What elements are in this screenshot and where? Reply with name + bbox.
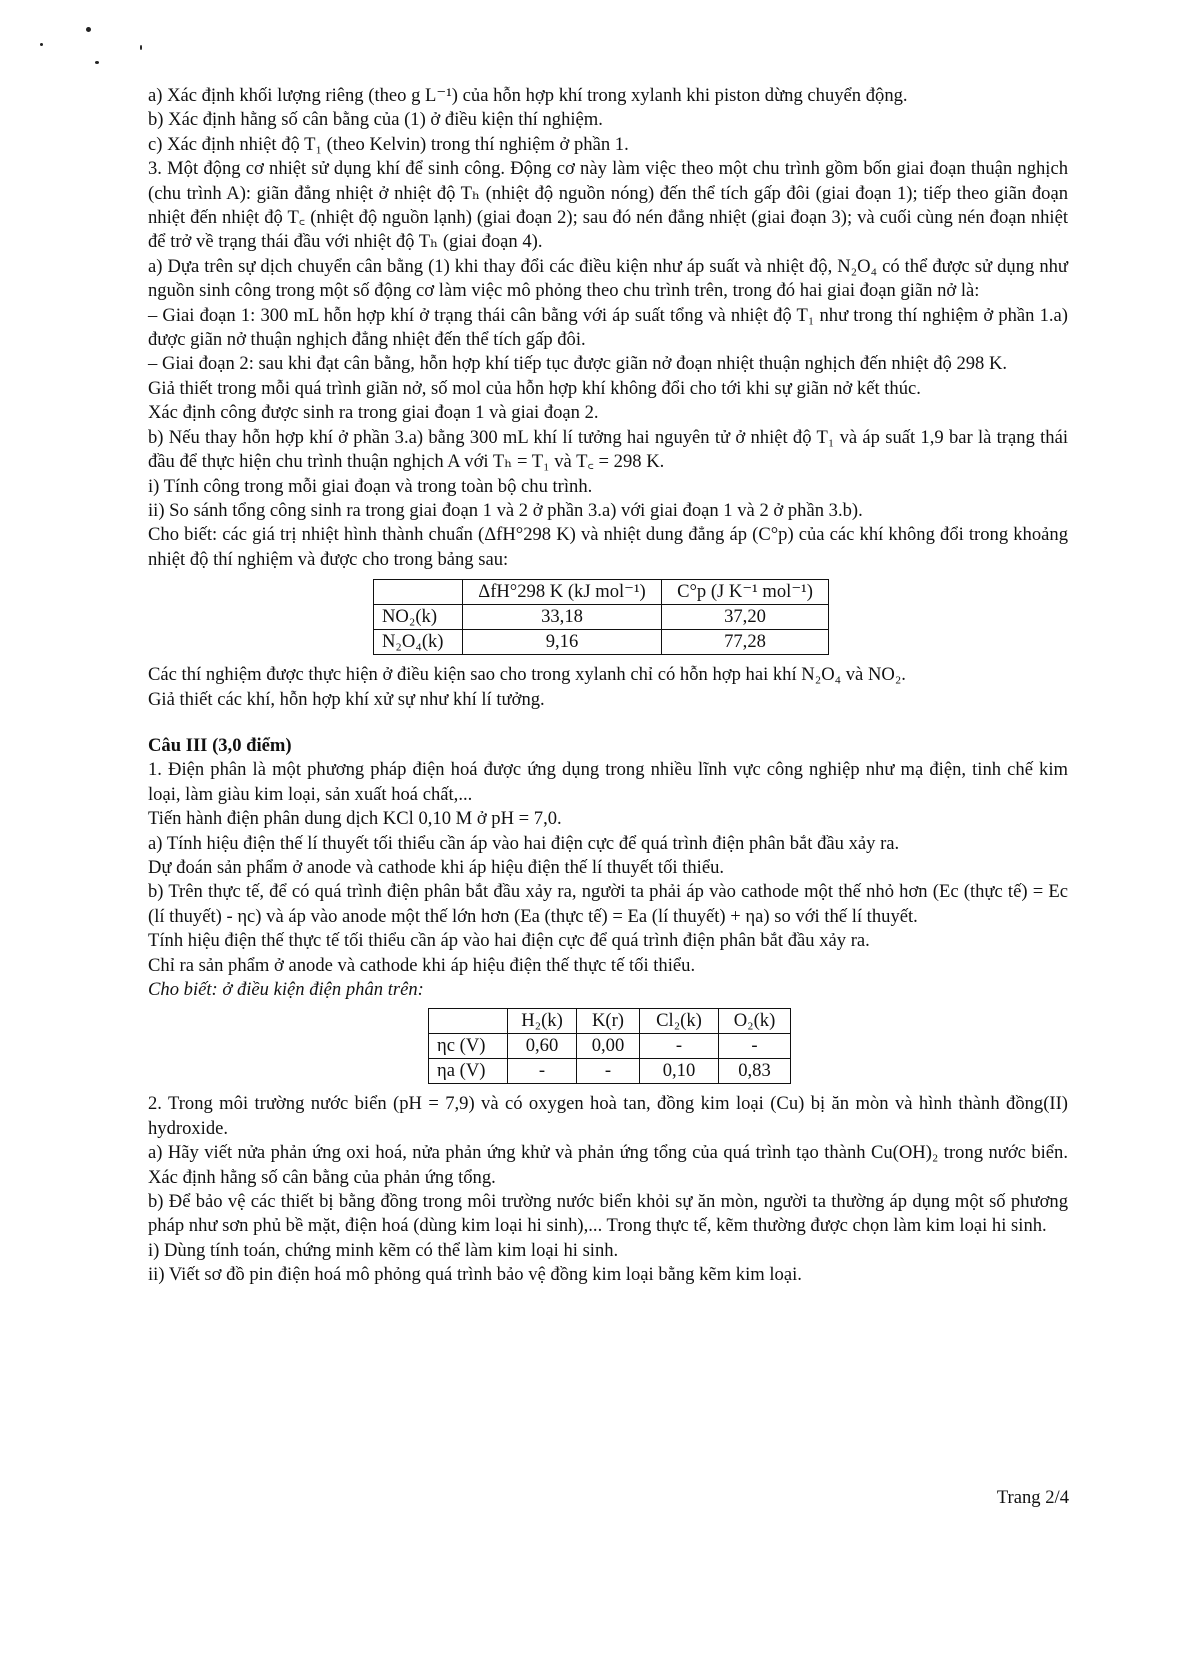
table-cell: 0,83	[719, 1059, 791, 1084]
question-2a: a) Xác định khối lượng riêng (theo g L⁻¹) của hỗn hợp khí trong xylanh khi piston dừng chuyển động.	[148, 85, 908, 106]
table-cell: 9,16	[463, 630, 662, 655]
conditions-text: Các thí nghiệm được thực hiện ở điều kiện sao cho trong xylanh chỉ có hỗn hợp hai khí N₂O₄ và NO₂.	[148, 664, 906, 686]
task-text: Xác định công được sinh ra trong giai đoạn 1 và giai đoạn 2.	[148, 402, 599, 424]
overpotential-table	[428, 1008, 791, 1084]
question-2a-cu: a) Hãy viết nửa phản ứng oxi hoá, nửa phản ứng khử và phản ứng tổng của quá trình tạo thành Cu(OH)₂ trong nước biển. Xác định hằng số cân bằng của phản ứng tổng.	[148, 1142, 1068, 1188]
table-cell: ηc (V)	[429, 1034, 508, 1059]
question-1b-calc: Tính hiệu điện thế thực tế tối thiểu cần áp vào hai điện cực để quá trình điện phân bắt đầu xảy ra.	[148, 930, 870, 952]
question-2b-ii: ii) Viết sơ đồ pin điện hoá mô phỏng quá trình bảo vệ đồng kim loại bằng kẽm kim loại.	[148, 1264, 802, 1286]
table-header-row	[374, 580, 829, 605]
table-header-cell: K(r)	[577, 1009, 640, 1034]
question-2b-i: i) Dùng tính toán, chứng minh kẽm có thể làm kim loại hi sinh.	[148, 1239, 619, 1261]
question-1-intro: 1. Điện phân là một phương pháp điện hoá được ứng dụng trong nhiều lĩnh vực công nghiệp như mạ điện, tinh chế kim loại, làm giàu kim loại, sản xuất hoá chất,...	[148, 759, 1068, 805]
table-row	[374, 605, 829, 630]
table-cell: NO₂(k)	[374, 605, 463, 630]
document-body	[148, 84, 1068, 1288]
table-header-cell: ΔfH°298 K (kJ mol⁻¹)	[463, 580, 662, 605]
table-header-cell: C°p (J K⁻¹ mol⁻¹)	[662, 580, 829, 605]
stage-1-text: – Giai đoạn 1: 300 mL hỗn hợp khí ở trạng thái cân bằng với áp suất tổng và nhiệt độ T₁ như trong thí nghiệm ở phần 1.a) được giãn nở thuận nghịch đẳng nhiệt đến thể tích gấp đôi.	[148, 304, 1068, 351]
table-cell: 0,10	[640, 1059, 719, 1084]
scan-speck	[95, 61, 99, 64]
question-3-intro: 3. Một động cơ nhiệt sử dụng khí để sinh công. Động cơ này làm việc theo một chu trình gồm bốn giai đoạn thuận nghịch (chu trình A): giãn đẳng nhiệt ở nhiệt độ Tₕ (nhiệt độ nguồn nóng) đến thể tích gấp đôi (giai đoạn 1); tiếp theo giãn đoạn nhiệt đến nhiệt độ T꜀ (nhiệt độ nguồn lạnh) (giai đoạn 2); sau đó nén đẳng nhiệt (giai đoạn 3); và cuối cùng nén đoạn nhiệt để trở về trạng thái đầu với nhiệt độ Tₕ (giai đoạn 4).	[148, 158, 1068, 253]
question-3a: a) Dựa trên sự dịch chuyển cân bằng (1) khi thay đổi các điều kiện như áp suất và nhiệt độ, N₂O₄ có thể được sử dụng như nguồn sinh công trong một số động cơ làm việc mô phỏng theo chu trình trên, trong đó hai giai đoạn giãn nở là:	[148, 255, 1068, 302]
question-2b: b) Xác định hằng số cân bằng của (1) ở điều kiện thí nghiệm.	[148, 109, 603, 131]
table-header-cell: H₂(k)	[508, 1009, 577, 1034]
table-cell: 33,18	[463, 605, 662, 630]
question-1a-predict: Dự đoán sản phẩm ở anode và cathode khi áp hiệu điện thế lí thuyết tối thiểu.	[148, 856, 725, 878]
table-header-cell: O₂(k)	[719, 1009, 791, 1034]
table-cell: -	[577, 1059, 640, 1084]
table-cell: ηa (V)	[429, 1059, 508, 1084]
question-1a: a) Tính hiệu điện thế lí thuyết tối thiểu cần áp vào hai điện cực để quá trình điện phân bắt đầu xảy ra.	[148, 832, 900, 854]
question-1b-products: Chỉ ra sản phẩm ở anode và cathode khi áp hiệu điện thế thực tế tối thiểu.	[148, 954, 696, 976]
table-header-row	[429, 1009, 791, 1034]
scan-speck	[86, 27, 91, 32]
table-row	[429, 1059, 791, 1084]
table-row	[429, 1034, 791, 1059]
question-1b: b) Trên thực tế, để có quá trình điện phân bắt đầu xảy ra, người ta phải áp vào cathode một thế nhỏ hơn (Ec (thực tế) = Ec (lí thuyết) - ηc) và áp vào anode một thế lớn hơn (Ea (thực tế) = Ea (lí thuyết) + ηa) so với thế lí thuyết.	[148, 881, 1068, 927]
table-row	[374, 630, 829, 655]
table-header-cell: Cl₂(k)	[640, 1009, 719, 1034]
table-cell: 0,60	[508, 1034, 577, 1059]
table-cell: 0,00	[577, 1034, 640, 1059]
question-3b-i: i) Tính công trong mỗi giai đoạn và trong toàn bộ chu trình.	[148, 475, 593, 497]
thermo-table	[373, 579, 829, 655]
table-header-cell	[429, 1009, 508, 1034]
table-cell: N₂O₄(k)	[374, 630, 463, 655]
scan-speck	[140, 45, 142, 50]
table-cell: -	[508, 1059, 577, 1084]
given-data-text: Cho biết: các giá trị nhiệt hình thành chuẩn (ΔfH°298 K) và nhiệt dung đẳng áp (C°p) của các khí không đổi trong khoảng nhiệt độ thí nghiệm và được cho trong bảng sau:	[148, 524, 1068, 570]
electrolysis-setup: Tiến hành điện phân dung dịch KCl 0,10 M ở pH = 7,0.	[148, 808, 562, 830]
question-3b-ii: ii) So sánh tổng công sinh ra trong giai đoạn 1 và 2 ở phần 3.a) với giai đoạn 1 và 2 ở phần 3.b).	[148, 499, 863, 521]
page-number: Trang 2/4	[996, 1487, 1069, 1508]
question-2b-cu: b) Để bảo vệ các thiết bị bằng đồng trong môi trường nước biển khỏi sự ăn mòn, người ta thường áp dụng một số phương pháp như sơn phủ bề mặt, điện hoá (dùng kim loại hi sinh),... Trong thực tế, kẽm thường được chọn làm kim loại hi sinh.	[148, 1191, 1068, 1237]
scan-speck	[40, 43, 43, 46]
table-cell: 77,28	[662, 630, 829, 655]
table-cell: -	[719, 1034, 791, 1059]
question-2c: c) Xác định nhiệt độ T₁ (theo Kelvin) trong thí nghiệm ở phần 1.	[148, 133, 629, 155]
section-heading: Câu III (3,0 điểm)	[148, 734, 292, 756]
table-header-cell	[374, 580, 463, 605]
ideal-gas-text: Giả thiết các khí, hỗn hợp khí xử sự như khí lí tưởng.	[148, 688, 545, 710]
stage-2-text: – Giai đoạn 2: sau khi đạt cân bằng, hỗn hợp khí tiếp tục được giãn nở đoạn nhiệt thuận nghịch đến nhiệt độ 298 K.	[148, 353, 1008, 375]
question-2-intro: 2. Trong môi trường nước biển (pH = 7,9) và có oxygen hoà tan, đồng kim loại (Cu) bị ăn mòn và hình thành đồng(II) hydroxide.	[148, 1093, 1068, 1139]
table-cell: -	[640, 1034, 719, 1059]
question-3b: b) Nếu thay hỗn hợp khí ở phần 3.a) bằng 300 mL khí lí tưởng hai nguyên tử ở nhiệt độ T₁ và áp suất 1,9 bar là trạng thái đầu để thực hiện chu trình thuận nghịch A với Tₕ = T₁ và T꜀ = 298 K.	[148, 426, 1068, 473]
assumption-text: Giả thiết trong mỗi quá trình giãn nở, số mol của hỗn hợp khí không đổi cho tới khi sự giãn nở kết thúc.	[148, 377, 921, 399]
table-cell: 37,20	[662, 605, 829, 630]
given-conditions: Cho biết: ở điều kiện điện phân trên:	[148, 979, 424, 1000]
